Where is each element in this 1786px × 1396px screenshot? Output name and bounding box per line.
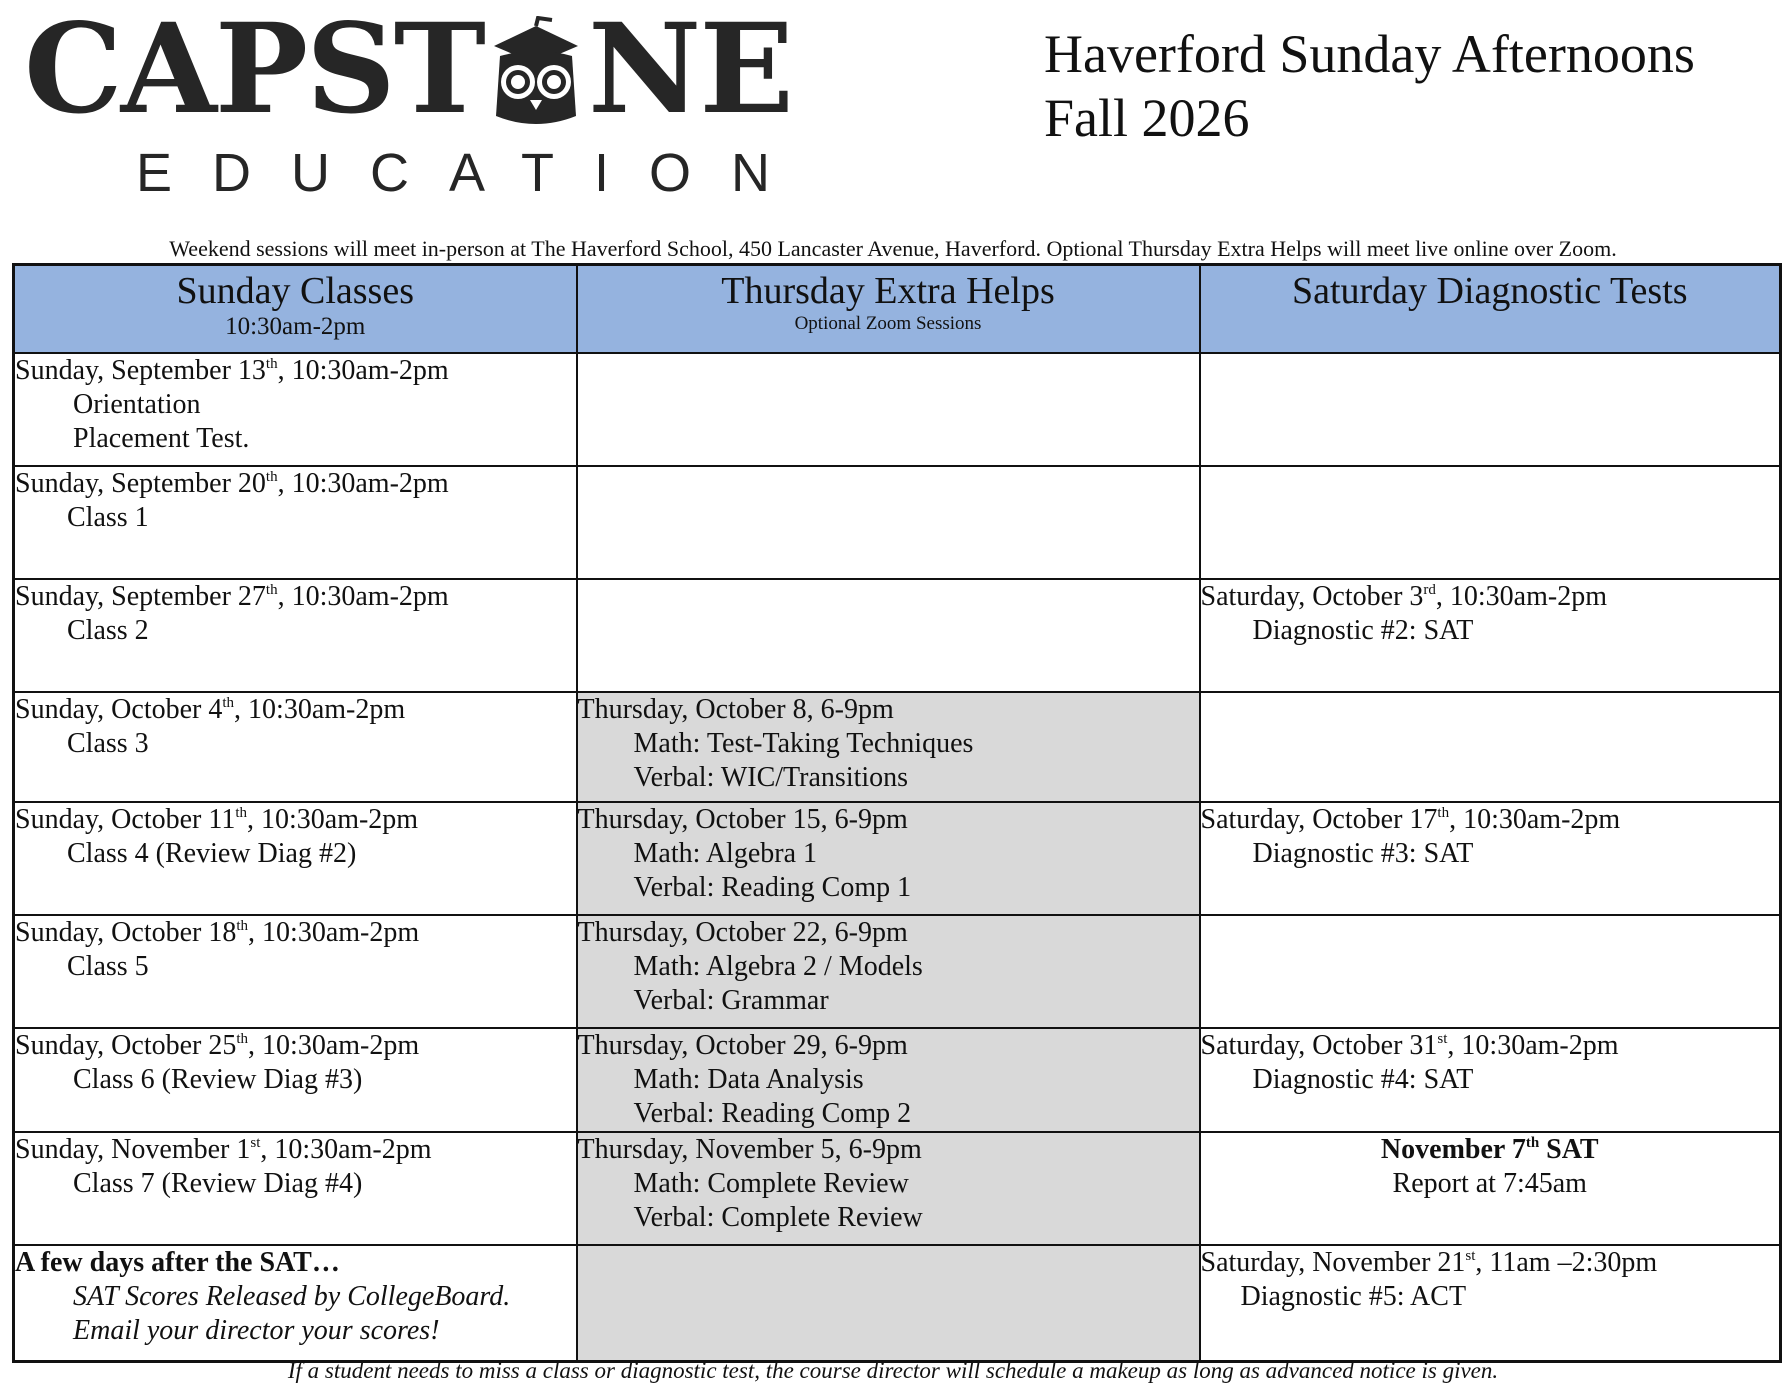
table-row (14, 802, 1781, 915)
session-detail: Class 6 (Review Diag #3) (73, 1064, 363, 1095)
diagnostic-detail: Diagnostic #4: SAT (1252, 1064, 1474, 1095)
logo-wordmark (24, 0, 792, 142)
saturday-cell-empty (1200, 353, 1781, 466)
sunday-cell (14, 915, 577, 1028)
logo-wordmark-left: CAPST (24, 0, 484, 142)
after-sat-detail: Email your director your scores! (73, 1315, 440, 1346)
thursday-cell (577, 915, 1200, 1028)
extra-help-math: Math: Complete Review (633, 1168, 909, 1199)
session-date: Sunday, September 27th, 10:30am-2pm (15, 581, 449, 612)
sunday-cell (14, 1245, 577, 1361)
schedule-table (12, 263, 1782, 1363)
session-date: Sunday, October 11th, 10:30am-2pm (15, 804, 419, 835)
after-sat-detail: SAT Scores Released by CollegeBoard. (73, 1281, 511, 1312)
session-detail: Class 1 (67, 502, 149, 533)
saturday-cell-empty (1200, 466, 1781, 579)
session-date: Sunday, October 25th, 10:30am-2pm (15, 1030, 420, 1061)
diagnostic-date: Saturday, November 21st, 11am –2:30pm (1200, 1247, 1658, 1278)
saturday-cell (1200, 579, 1781, 692)
session-detail: Class 2 (67, 615, 149, 646)
column-subtitle: 10:30am-2pm (225, 313, 366, 340)
column-subtitle: Optional Zoom Sessions (794, 313, 982, 334)
table-row (14, 1028, 1781, 1132)
sunday-cell (14, 466, 577, 579)
column-title: Sunday Classes (176, 270, 414, 312)
session-date: Sunday, September 13th, 10:30am-2pm (15, 355, 449, 386)
saturday-cell-empty (1200, 915, 1781, 1028)
diagnostic-date: Saturday, October 17th, 10:30am-2pm (1200, 804, 1621, 835)
sunday-cell (14, 353, 577, 466)
thursday-cell (577, 692, 1200, 802)
extra-help-date: Thursday, October 22, 6-9pm (577, 917, 908, 948)
extra-help-date: Thursday, October 15, 6-9pm (577, 804, 908, 835)
saturday-cell (1200, 1028, 1781, 1132)
saturday-cell-sat-test (1200, 1132, 1781, 1245)
diagnostic-detail: Diagnostic #2: SAT (1252, 615, 1474, 646)
extra-help-verbal: Verbal: WIC/Transitions (633, 762, 909, 793)
sunday-cell (14, 1132, 577, 1245)
logo-subtitle: EDUCATION (136, 143, 811, 203)
extra-help-verbal: Verbal: Grammar (633, 985, 829, 1016)
schedule-title-line1: Haverford Sunday Afternoons (1044, 24, 1695, 84)
extra-help-math: Math: Algebra 2 / Models (633, 951, 923, 982)
sunday-cell (14, 1028, 577, 1132)
thursday-cell-empty (577, 579, 1200, 692)
session-detail: Class 3 (67, 728, 149, 759)
thursday-cell (577, 1132, 1200, 1245)
extra-help-math: Math: Data Analysis (633, 1064, 864, 1095)
session-date: Sunday, September 20th, 10:30am-2pm (15, 468, 449, 499)
saturday-cell-empty (1200, 692, 1781, 802)
session-date: Sunday, October 4th, 10:30am-2pm (15, 694, 406, 725)
table-row (14, 692, 1781, 802)
session-detail: Class 5 (67, 951, 149, 982)
table-row (14, 579, 1781, 692)
diagnostic-detail: Diagnostic #5: ACT (1240, 1281, 1467, 1312)
table-header-row (14, 265, 1781, 354)
extra-help-date: Thursday, October 8, 6-9pm (577, 694, 894, 725)
footer-note: If a student needs to miss a class or diagnostic test, the course director will schedule a makeup as long as advanced notice is given. (287, 1358, 1499, 1383)
thursday-cell-empty (577, 1245, 1200, 1361)
extra-help-verbal: Verbal: Reading Comp 1 (633, 872, 912, 903)
session-detail: Orientation (73, 389, 201, 420)
extra-help-date: Thursday, October 29, 6-9pm (577, 1030, 908, 1061)
diagnostic-date: Saturday, October 3rd, 10:30am-2pm (1200, 581, 1607, 612)
session-date: Sunday, November 1st, 10:30am-2pm (15, 1134, 432, 1165)
thursday-cell-empty (577, 466, 1200, 579)
session-detail: Placement Test. (73, 423, 250, 454)
table-row (14, 353, 1781, 466)
sat-test-date: November 7th SAT (1380, 1134, 1599, 1165)
saturday-cell (1200, 1245, 1781, 1361)
session-date: Sunday, October 18th, 10:30am-2pm (15, 917, 420, 948)
diagnostic-detail: Diagnostic #3: SAT (1252, 838, 1474, 869)
table-row (14, 915, 1781, 1028)
capstone-logo (24, 0, 914, 203)
column-header-sunday (14, 265, 577, 354)
column-title: Saturday Diagnostic Tests (1291, 270, 1688, 312)
column-header-thursday (577, 265, 1200, 354)
after-sat-heading: A few days after the SAT… (15, 1247, 340, 1278)
thursday-cell-empty (577, 353, 1200, 466)
schedule-title-line2: Fall 2026 (1044, 88, 1250, 148)
diagnostic-date: Saturday, October 31st, 10:30am-2pm (1200, 1030, 1619, 1061)
sat-report-time: Report at 7:45am (1392, 1168, 1587, 1199)
table-row (14, 466, 1781, 579)
extra-help-date: Thursday, November 5, 6-9pm (577, 1134, 922, 1165)
extra-help-verbal: Verbal: Reading Comp 2 (633, 1098, 912, 1129)
extra-help-verbal: Verbal: Complete Review (633, 1202, 923, 1233)
owl-icon (486, 16, 586, 128)
table-row (14, 1245, 1781, 1361)
column-header-saturday (1200, 265, 1781, 354)
thursday-cell (577, 802, 1200, 915)
column-title: Thursday Extra Helps (721, 270, 1055, 312)
saturday-cell (1200, 802, 1781, 915)
logo-wordmark-right: NE (587, 0, 792, 142)
table-row (14, 1132, 1781, 1245)
location-note: Weekend sessions will meet in-person at The Haverford School, 450 Lancaster Avenue, Haverford. Optional Thursday Extra Helps will meet live online over Zoom. (169, 236, 1617, 261)
sunday-cell (14, 802, 577, 915)
sunday-cell (14, 579, 577, 692)
session-detail: Class 7 (Review Diag #4) (73, 1168, 363, 1199)
thursday-cell (577, 1028, 1200, 1132)
session-detail: Class 4 (Review Diag #2) (67, 838, 357, 869)
sunday-cell (14, 692, 577, 802)
schedule-title (1044, 22, 1695, 150)
extra-help-math: Math: Algebra 1 (633, 838, 818, 869)
extra-help-math: Math: Test-Taking Techniques (633, 728, 974, 759)
